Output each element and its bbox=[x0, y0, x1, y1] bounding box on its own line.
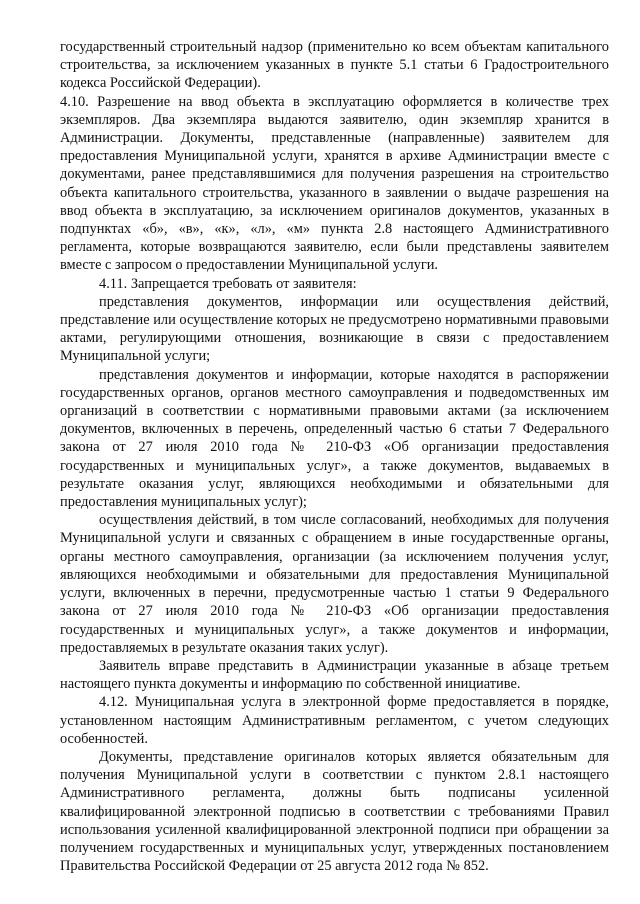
paragraph-electronic-signature: Документы, представление оригиналов которых является обязательным для получения Муниципальной услуги в соответствии с пунктом 2.8.1 настоящего Административного регламента, должны быть подписаны усиленной квалифицированной электронной подписью в соответствии с требованиями Правил использования усиленной квалифицированной электронной подписи при обращении за получением государственных и муниципальных услуг, утвержденных постановлением Правительства Российской Федерации от 25 августа 2012 года № 852. bbox=[60, 748, 609, 875]
document-page bbox=[60, 38, 609, 875]
paragraph-4-11-item-1: представления документов, информации или осуществления действий, представление или осуществление которых не предусмотрено нормативными правовыми актами, регулирующими отношения, возникающие в связи с предоставлением Муниципальной услуги; bbox=[60, 293, 609, 365]
paragraph-applicant-initiative: Заявитель вправе представить в Администрации указанные в абзаце третьем настоящего пункта документы и информацию по собственной инициативе. bbox=[60, 657, 609, 693]
paragraph-4-11-item-3: осуществления действий, в том числе согласований, необходимых для получения Муниципальной услуги и связанных с обращением в иные государственные органы, органы местного самоуправления, организации (за исключением получения услуг, являющихся необходимыми и обязательными для предоставления Муниципальной услуги, включенных в перечни, предусмотренные частью 1 статьи 9 Федерального закона от 27 июля 2010 года № 210-ФЗ «Об организации предоставления государственных и муниципальных услуг», а также документов и информации, предоставляемых в результате оказания таких услуг). bbox=[60, 512, 609, 656]
paragraph-4-12: 4.12. Муниципальная услуга в электронной форме предоставляется в порядке, установленном настоящим Административным регламентом, с учетом следующих особенностей. bbox=[60, 694, 609, 747]
paragraph-4-10: 4.10. Разрешение на ввод объекта в эксплуатацию оформляется в количестве трех экземпляров. Два экземпляра выдаются заявителю, один экземпляр хранится в Администрации. Документы, представленные (направленные) заявителем для предоставления Муниципальной услуги, хранятся в архиве Администрации вместе с документами, ранее представлявшимися для получения разрешения на строительство объекта капитального строительства, указанного в заявлении о выдаче разрешения на ввод объекта в эксплуатацию, за исключением оригиналов документов, указанных в подпунктах «б», «в», «к», «л», «м» пункта 2.8 настоящего Административного регламента, которые возвращаются заявителю, если были представлены заявителем вместе с запросом о предоставлении Муниципальной услуги. bbox=[60, 93, 609, 274]
paragraph-4-11-item-2: представления документов и информации, которые находятся в распоряжении государственных органов, органов местного самоуправления и подведомственных им организаций в соответствии с нормативными правовыми актами (за исключением документов, включенных в перечень, определенный частью 6 статьи 7 Федерального закона от 27 июля 2010 года № 210-ФЗ «Об организации предоставления государственных и муниципальных услуг», а также документов, выдаваемых в результате оказания услуг, являющихся необходимыми и обязательными для предоставления муниципальных услуг); bbox=[60, 366, 609, 511]
paragraph-4-11: 4.11. Запрещается требовать от заявителя: bbox=[99, 275, 357, 292]
paragraph-continuation: государственный строительный надзор (применительно ко всем объектам капитального строительства, за исключением указанных в пункте 5.1 статьи 6 Градостроительного кодекса Российской Федерации). bbox=[60, 39, 609, 92]
